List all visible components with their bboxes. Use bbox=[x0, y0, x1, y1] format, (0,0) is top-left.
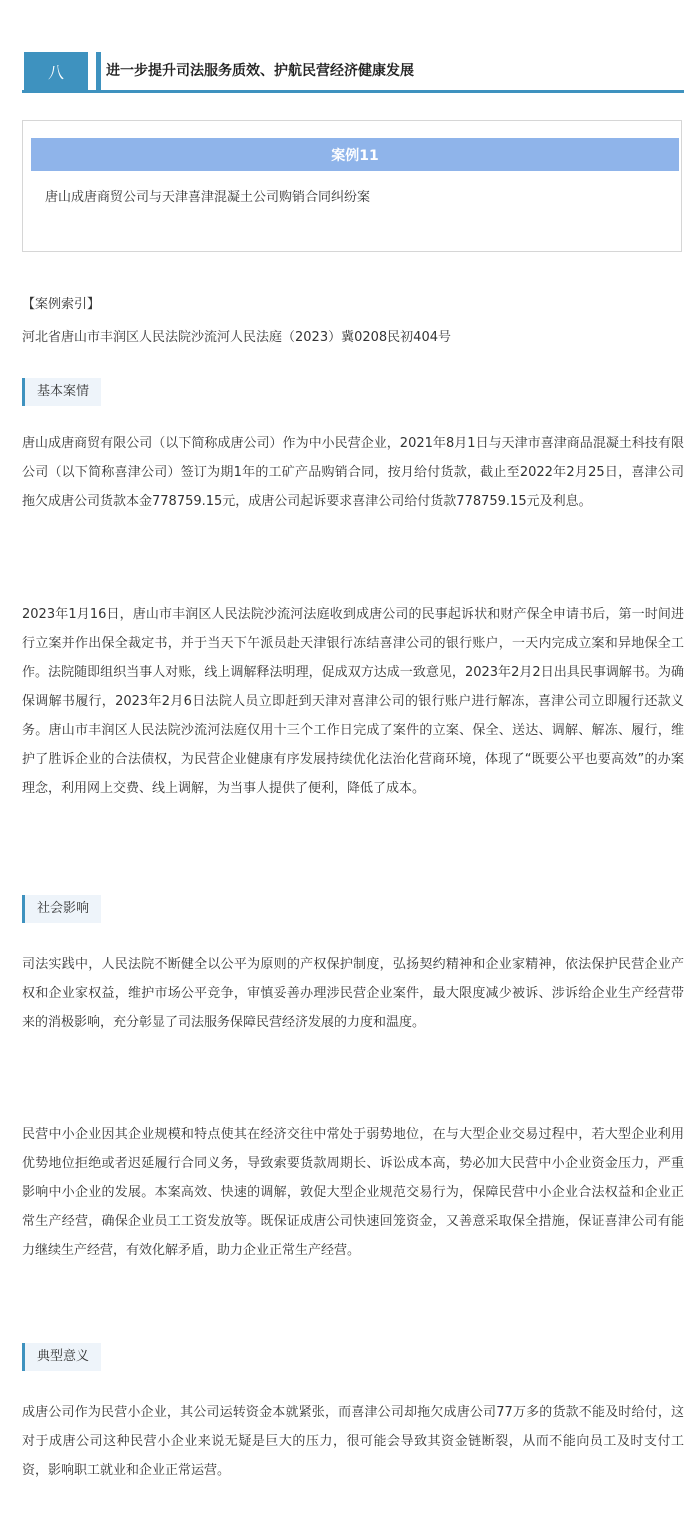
case-index-heading: 【案例索引】 bbox=[22, 297, 101, 312]
section-divider-bar bbox=[96, 52, 101, 90]
impact-paragraph-2: 民营中小企业因其企业规模和特点使其在经济交往中常处于弱势地位，在与大型企业交易过程中，若大型企业利用优势地位拒绝或者迟延履行合同义务，导致索要货款周期长、诉讼成本高，势必加大民营中小企业资金压力，严重影响中小企业的发展。本案高效、快速的调解，敦促大型企业规范交易行为，保障民营中小企业合法权益和企业正常生产经营，确保企业员工工资发放等。既保证成唐公司快速回笼资金，又善意采取保全措施，保证喜津公司有能力继续生产经营，有效化解矛盾，助力企业正常生产经营。 bbox=[22, 1127, 684, 1258]
case-index-text: 河北省唐山市丰润区人民法院沙流河人民法庭（2023）冀0208民初404号 bbox=[22, 330, 451, 345]
case-title: 唐山成唐商贸公司与天津喜津混凝土公司购销合同纠纷案 bbox=[45, 190, 371, 205]
section-underline bbox=[22, 90, 684, 93]
section-number: 八 bbox=[24, 52, 88, 90]
subheading-label: 基本案情 bbox=[25, 378, 101, 406]
basic-facts-paragraph-1: 唐山成唐商贸有限公司（以下简称成唐公司）作为中小民营企业，2021年8月1日与天津市喜津商品混凝土科技有限公司（以下简称喜津公司）签订为期1年的工矿产品购销合同，按月给付货款，截止至2022年2月25日，喜津公司拖欠成唐公司货款本金778759.15元，成唐公司起诉要求喜津公司给付货款778759.15元及利息。 bbox=[22, 436, 684, 509]
impact-paragraph-1: 司法实践中，人民法院不断健全以公平为原则的产权保护制度，弘扬契约精神和企业家精神，依法保护民营企业产权和企业家权益，维护市场公平竞争，审慎妥善办理涉民营企业案件，最大限度减少被诉、涉诉给企业生产经营带来的消极影响，充分彰显了司法服务保障民营经济发展的力度和温度。 bbox=[22, 957, 684, 1030]
subheading-label: 典型意义 bbox=[25, 1343, 101, 1371]
section-title: 进一步提升司法服务质效、护航民营经济健康发展 bbox=[106, 63, 414, 79]
basic-facts-paragraph-2: 2023年1月16日，唐山市丰润区人民法院沙流河法庭收到成唐公司的民事起诉状和财产保全申请书后，第一时间进行立案并作出保全裁定书，并于当天下午派员赴天津银行冻结喜津公司的银行账户，一天内完成立案和异地保全工作。法院随即组织当事人对账，线上调解释法明理，促成双方达成一致意见，2023年2月2日出具民事调解书。为确保调解书履行，2023年2月6日法院人员立即赶到天津对喜津公司的银行账户进行解冻，喜津公司立即履行还款义务。唐山市丰润区人民法院沙流河法庭仅用十三个工作日完成了案件的立案、保全、送达、调解、解冻、履行，维护了胜诉企业的合法债权，为民营企业健康有序发展持续优化法治化营商环境，体现了“既要公平也要高效”的办案理念，利用网上交费、线上调解，为当事人提供了便利，降低了成本。 bbox=[22, 607, 684, 796]
subheading-label: 社会影响 bbox=[25, 895, 101, 923]
case-label: 案例11 bbox=[31, 138, 679, 171]
section-header bbox=[22, 52, 684, 92]
case-card bbox=[22, 120, 682, 252]
significance-paragraph-1: 成唐公司作为民营小企业，其公司运转资金本就紧张，而喜津公司却拖欠成唐公司77万多的货款不能及时给付，这对于成唐公司这种民营小企业来说无疑是巨大的压力，很可能会导致其资金链断裂，从而不能向员工及时支付工资，影响职工就业和企业正常运营。 bbox=[22, 1405, 684, 1478]
